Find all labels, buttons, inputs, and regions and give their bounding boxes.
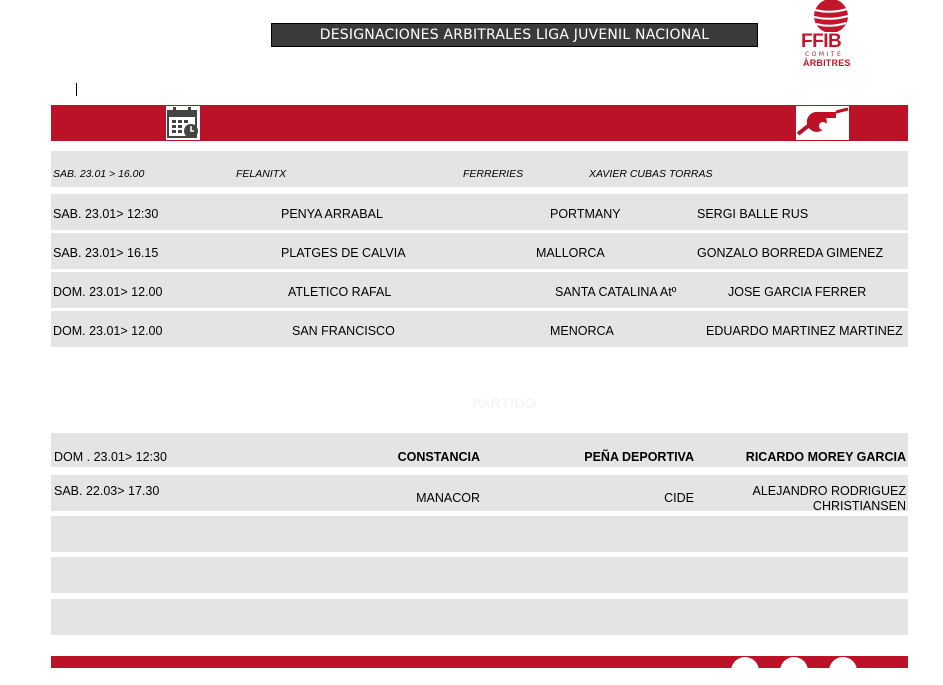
match-date: SAB. 22.03> 17.30 [54, 484, 160, 498]
match-date: SAB. 23.01 > 16.00 [53, 168, 145, 180]
home-team: PLATGES DE CALVIA [281, 246, 406, 260]
table-row [51, 194, 908, 230]
logo-text-arbitres: ÀRBITRES [803, 58, 851, 68]
table-row [51, 272, 908, 308]
table-row [51, 151, 908, 187]
referee-name: GONZALO BORREDA GIMENEZ [697, 246, 884, 260]
home-team: PENYA ARRABAL [281, 207, 383, 221]
basketball-icon [812, 0, 850, 32]
home-team: MANACOR [416, 491, 480, 505]
footer-band [51, 656, 908, 668]
empty-table-row [51, 516, 908, 552]
referee-name: XAVIER CUBAS TORRAS [589, 168, 713, 180]
away-team: SANTA CATALINA Atº [555, 285, 677, 299]
ffib-logo [797, 0, 857, 72]
referee-name: EDUARDO MARTINEZ MARTINEZ [706, 324, 903, 338]
away-team: FERRERIES [463, 168, 524, 180]
match-date: SAB. 23.01> 16.15 [53, 246, 159, 260]
referee-name: JOSE GARCIA FERRER [728, 285, 867, 299]
home-team: CONSTANCIA [397, 450, 480, 464]
web-icon [829, 657, 857, 685]
logo-text-comite: COMITE [805, 51, 844, 58]
table-row [51, 433, 908, 467]
table-row [51, 311, 908, 347]
match-date: DOM. 23.01> 12.00 [53, 324, 163, 338]
match-date: DOM. 23.01> 12.00 [53, 285, 163, 299]
away-team: PEÑA DEPORTIVA [584, 450, 694, 464]
logo-text-ffib: FFIB [801, 31, 842, 52]
table-row [51, 475, 908, 511]
match-date: DOM . 23.01> 12:30 [54, 450, 167, 464]
away-team: PORTMANY [550, 207, 621, 221]
referee-name-line1: ALEJANDRO RODRIGUEZ [752, 484, 906, 498]
referee-name-line2: CHRISTIANSEN [812, 499, 906, 513]
section-heading: PARTIDO [472, 395, 537, 411]
whistle-icon [796, 106, 849, 140]
empty-table-row [51, 557, 908, 593]
match-date: SAB. 23.01> 12:30 [53, 207, 159, 221]
page-title: DESIGNACIONES ARBITRALES LIGA JUVENIL NACIONAL [271, 23, 758, 47]
home-team: FELANITX [236, 168, 287, 180]
table-row [51, 233, 908, 269]
away-team: MALLORCA [536, 246, 605, 260]
facebook-icon [731, 657, 759, 685]
referee-name: SERGI BALLE RUS [697, 207, 809, 221]
home-team: SAN FRANCISCO [292, 324, 395, 338]
empty-table-row [51, 599, 908, 635]
away-team: MENORCA [550, 324, 614, 338]
home-team: ATLETICO RAFAL [288, 285, 392, 299]
away-team: CIDE [664, 491, 694, 505]
text-cursor [76, 83, 77, 96]
calendar-clock-icon [166, 106, 200, 140]
referee-name: RICARDO MOREY GARCIA [745, 450, 906, 464]
twitter-icon [780, 657, 808, 685]
